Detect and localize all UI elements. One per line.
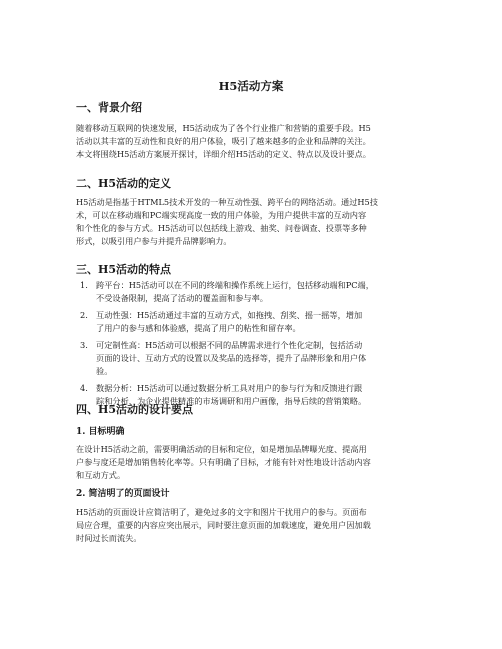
paragraph-line: 局应合理，重要的内容应突出展示，同时要注意页面的加载速度，避免用户因加载 [76,520,371,530]
section-heading-background: 一、背景介绍 [76,101,142,114]
section-paragraph-definition [76,196,436,248]
paragraph-line: H5活动是指基于HTML5技术开发的一种互动性强、跨平台的网络活动。通过H5技 [76,197,378,207]
section-heading-features: 三、H5活动的特点 [76,263,172,276]
paragraph-line: 时间过长而流失。 [76,533,142,543]
list-item [76,309,436,335]
paragraph-line: 和个性化的参与方式。H5活动可以包括线上游戏、抽奖、问卷调查、投票等多种 [76,223,367,233]
document-title: H5活动方案 [218,79,284,93]
section-heading-design-points: 四、H5活动的设计要点 [76,403,194,416]
paragraph-line: H5活动的页面设计应简洁明了，避免过多的文字和图片干扰用户的参与。页面布 [76,507,367,517]
list-item-line: 踪和分析，为企业提供精准的市场调研和用户画像，指导后续的营销策略。 [96,396,367,406]
list-item-line: 验。 [96,366,113,376]
subsection-paragraph-clear-goal [76,443,436,482]
paragraph-line: 随着移动互联网的快速发展，H5活动成为了各个行业推广和营销的重要手段。H5 [76,123,371,133]
list-item [76,279,436,305]
list-item-number: 2. [80,310,88,320]
paragraph-line: 户参与度还是增加销售转化率等。只有明确了目标，才能有针对性地设计活动内容 [76,457,371,467]
list-item [76,339,436,378]
paragraph-line: 在设计H5活动之前，需要明确活动的目标和定位，如是增加品牌曝光度、提高用 [76,444,367,454]
features-list [76,279,436,412]
list-item-line: 了用户的参与感和体验感，提高了用户的粘性和留存率。 [96,323,301,333]
paragraph-line: 形式，以吸引用户参与并提升品牌影响力。 [76,236,232,246]
list-item-line: 数据分析：H5活动可以通过数据分析工具对用户的参与行为和反馈进行跟 [96,383,363,393]
subsection-heading-page-design: 2. 简洁明了的页面设计 [76,489,170,499]
list-item-number: 4. [80,383,88,393]
list-item-number: 3. [80,340,88,350]
paragraph-line: 术，可以在移动端和PC端实现高度一致的用户体验，为用户提供丰富的互动内容 [76,210,367,220]
list-item-line: 跨平台：H5活动可以在不同的终端和操作系统上运行，包括移动端和PC端， [96,280,374,290]
list-item-line: 不受设备限制，提高了活动的覆盖面和参与率。 [96,293,268,303]
list-item-line: 可定制性高：H5活动可以根据不同的品牌需求进行个性化定制，包括活动 [96,340,363,350]
section-heading-definition: 二、H5活动的定义 [76,177,172,190]
paragraph-line: 本文将围绕H5活动方案展开探讨，详细介绍H5活动的定义、特点以及设计要点。 [76,149,371,159]
paragraph-line: 活动以其丰富的互动性和良好的用户体验，吸引了越来越多的企业和品牌的关注。 [76,136,371,146]
section-paragraph-background [76,122,436,161]
subsection-heading-clear-goal: 1. 目标明确 [76,427,125,437]
list-item-line: 页面的设计、互动方式的设置以及奖品的选择等，提升了品牌形象和用户体 [96,353,367,363]
subsection-paragraph-page-design [76,506,436,545]
paragraph-line: 和互动方式。 [76,470,126,480]
list-item-line: 互动性强：H5活动通过丰富的互动方式，如拖拽、刮奖、摇一摇等，增加 [96,310,363,320]
list-item-number: 1. [80,280,88,290]
